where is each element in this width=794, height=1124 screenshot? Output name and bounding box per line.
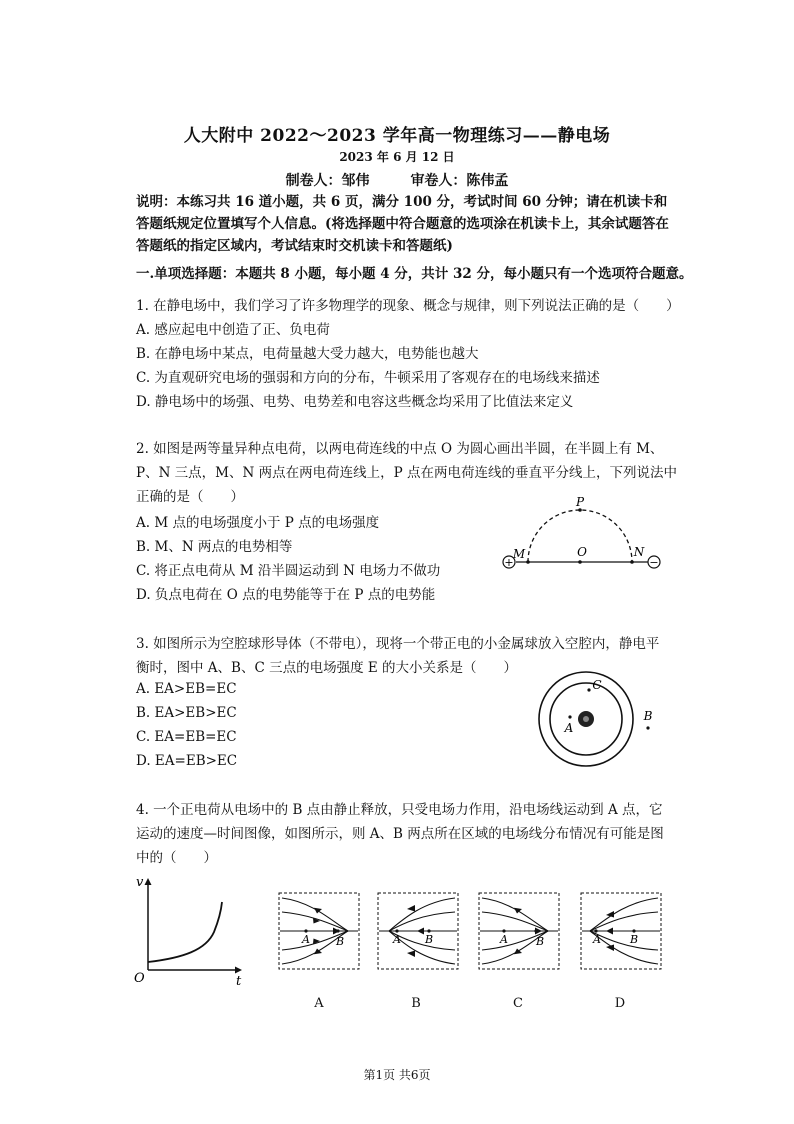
ball-highlight	[583, 716, 589, 722]
point-b-dot	[646, 726, 649, 729]
panel-a-label: A	[314, 996, 324, 1011]
question-2-option-b: B. M、N 两点的电势相等	[136, 539, 293, 555]
point-n-dot	[630, 560, 634, 564]
question-4-stem-line-1: 4. 一个正电荷从电场中的 B 点由静止释放，只受电场力作用，沿电场线运动到 A 点，它	[136, 802, 663, 818]
instructions: 说明：本练习共 16 道小题，共 6 页，满分 100 分，考试时间 60 分钟；请在机读卡和答题纸规定位置填写个人信息。(将选择题中符合题意的选项涂在机读卡上，其余试题答在答题纸的指定区域内，考试结束时交机读卡和答题纸)	[136, 194, 669, 254]
question-4-stem-line-2: 运动的速度—时间图像，如图所示，则 A、B 两点所在区域的电场线分布情况有可能是图	[136, 826, 664, 842]
author: 制卷人：邹伟	[285, 173, 370, 189]
question-3-stem-line-2: 衡时，图中 A、B、C 三点的电场强度 E 的大小关系是（ ）	[136, 660, 518, 676]
question-1-option-b: B. 在静电场中某点，电荷量越大受力越大，电势能也越大	[136, 346, 479, 362]
question-1-option-c: C. 为直观研究电场的强弱和方向的分布，牛顿采用了客观存在的电场线来描述	[136, 370, 600, 386]
point-b-label: B	[643, 709, 653, 723]
point-a-dot	[568, 715, 571, 718]
question-4-stem-line-3: 中的（ ）	[136, 850, 217, 866]
question-3-option-d: D. EA=EB>EC	[136, 753, 238, 769]
panel-d-label: D	[614, 996, 626, 1011]
negative-charge-sign: −	[649, 556, 659, 569]
point-p-label: P	[575, 495, 585, 509]
exam-title: 人大附中 2022～2023 学年高一物理练习——静电场	[183, 126, 611, 146]
panel-b-label: B	[411, 996, 421, 1011]
page-footer: 第1页 共6页	[363, 1068, 431, 1082]
exam-date: 2023 年 6 月 12 日	[339, 150, 455, 164]
velocity-curve	[148, 902, 222, 962]
section-heading: 一.单项选择题：本题共 8 小题，每小题 4 分，共计 32 分，每小题只有一个选项符合题意。	[136, 266, 693, 282]
t-axis-label: t	[236, 974, 242, 988]
origin-label: O	[134, 971, 145, 986]
field-panel-d	[580, 892, 662, 970]
question-3-figure	[536, 668, 666, 776]
exam-authors	[0, 170, 794, 190]
question-2-figure	[496, 494, 666, 576]
panel-b-point-a: A	[393, 933, 401, 946]
question-2-stem-line-2: P、N 三点，M、N 两点在两电荷连线上，P 点在两电荷连线的垂直平分线上，下列说法中	[136, 465, 677, 481]
question-2-stem-line-1: 2. 如图是两等量异种点电荷，以两电荷连线的中点 O 为圆心画出半圆，在半圆上有 M、	[136, 441, 664, 457]
field-panel-b	[377, 892, 459, 970]
point-c-label: C	[592, 678, 602, 692]
v-axis-label: v	[136, 875, 144, 890]
panel-a-point-b: B	[335, 935, 345, 948]
field-panel-c	[478, 892, 560, 970]
velocity-time-graph	[128, 870, 250, 988]
panel-c-point-a: A	[500, 933, 508, 946]
point-a-label: A	[564, 721, 574, 735]
question-3-option-b: B. EA>EB>EC	[136, 705, 237, 721]
question-1-stem: 1. 在静电场中，我们学习了许多物理学的现象、概念与规律，则下列说法正确的是（ ）	[136, 298, 680, 314]
panel-a-point-a: A	[302, 933, 310, 946]
question-3-option-c: C. EA=EB=EC	[136, 729, 237, 745]
positive-charge-sign: +	[504, 556, 514, 569]
panel-b-point-b: B	[424, 933, 434, 946]
point-o-label: O	[577, 545, 587, 559]
panel-c-label: C	[513, 996, 523, 1011]
question-2-option-a: A. M 点的电场强度小于 P 点的电场强度	[136, 515, 380, 531]
point-m-dot	[526, 560, 530, 564]
question-1-option-d: D. 静电场中的场强、电势、电势差和电容这些概念均采用了比值法来定义	[136, 394, 574, 410]
panel-d-point-a: A	[593, 933, 601, 946]
point-m-label: M	[512, 547, 526, 561]
t-axis-arrow	[235, 967, 242, 974]
question-3-option-a: A. EA>EB=EC	[136, 681, 237, 697]
field-panel-a	[278, 892, 360, 970]
question-2-stem-line-3: 正确的是（ ）	[136, 489, 244, 505]
point-o-dot	[578, 560, 582, 564]
panel-c-point-b: B	[535, 935, 545, 948]
reviewer: 审卷人：陈伟孟	[410, 173, 509, 189]
question-2-option-c: C. 将正点电荷从 M 沿半圆运动到 N 电场力不做功	[136, 563, 441, 579]
v-axis-arrow	[145, 878, 152, 885]
point-c-dot	[587, 688, 590, 691]
panel-d-point-b: B	[629, 933, 639, 946]
point-n-label: N	[633, 545, 645, 559]
question-3-stem-line-1: 3. 如图所示为空腔球形导体（不带电），现将一个带正电的小金属球放入空腔内，静电平	[136, 636, 660, 652]
question-1-option-a: A. 感应起电中创造了正、负电荷	[136, 322, 330, 338]
question-2-option-d: D. 负点电荷在 O 点的电势能等于在 P 点的电势能	[136, 587, 436, 603]
